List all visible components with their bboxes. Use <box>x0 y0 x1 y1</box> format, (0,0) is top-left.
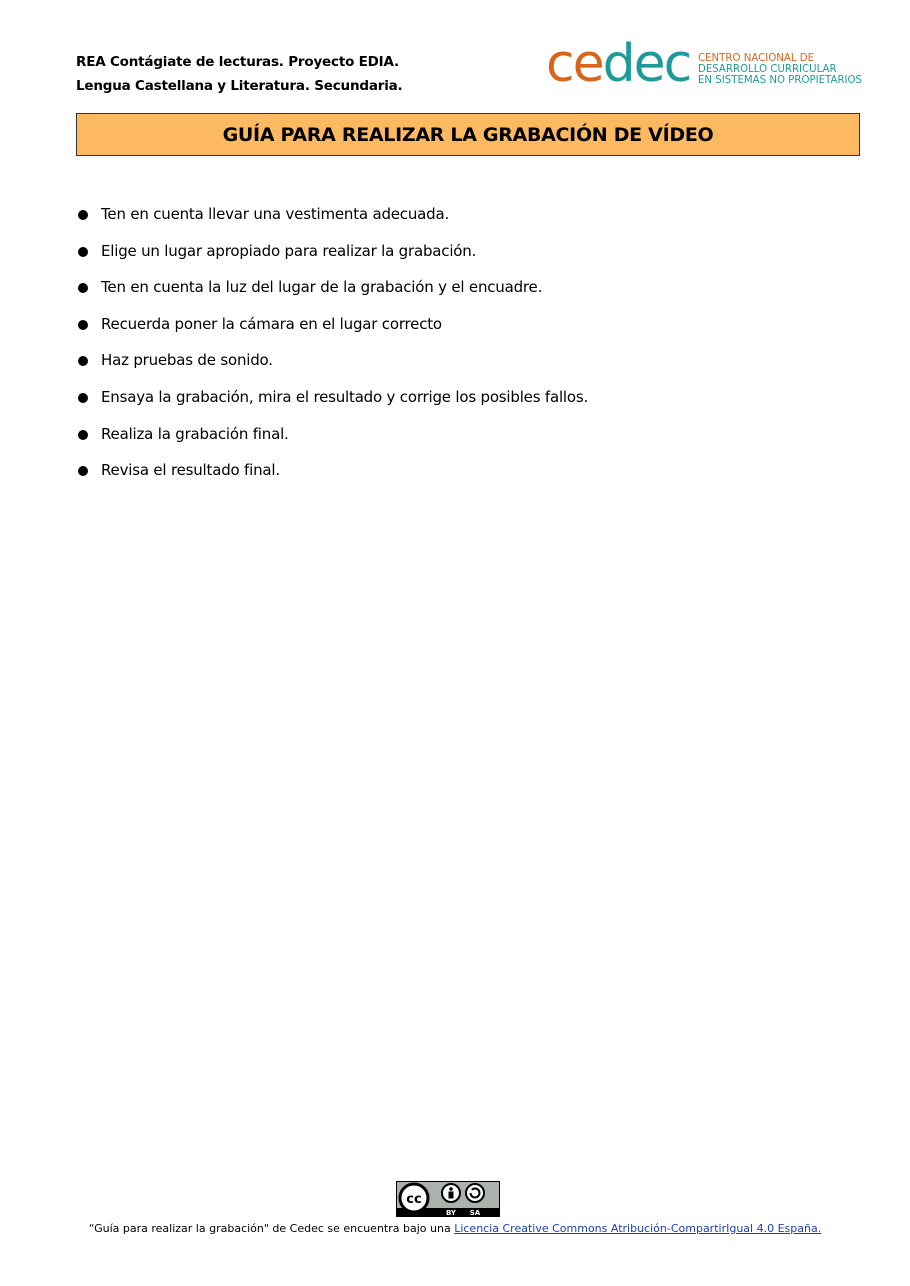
bullet-icon <box>78 210 88 220</box>
logo-word-ce: ce <box>546 34 603 94</box>
list-item <box>76 310 588 347</box>
logo-subtitle-line-3: EN SISTEMAS NO PROPIETARIOS <box>698 75 863 86</box>
list-item-text: Recuerda poner la cámara en el lugar correcto <box>101 314 442 333</box>
bullet-icon <box>78 430 88 440</box>
list-item-text: Ten en cuenta la luz del lugar de la grabación y el encuadre. <box>101 278 543 297</box>
list-item <box>76 200 588 237</box>
svg-text:cc: cc <box>406 1192 422 1207</box>
list-item <box>76 346 588 383</box>
bullet-icon <box>78 393 88 403</box>
list-item <box>76 273 588 310</box>
list-item-text: Ten en cuenta llevar una vestimenta adecuada. <box>101 205 450 223</box>
license-text: “Guía para realizar la grabación" de Cedec se encuentra bajo una <box>88 1222 455 1235</box>
logo-subtitle <box>698 53 862 86</box>
logo-subtitle-line-2: DESARROLLO CURRICULAR <box>698 64 837 75</box>
license-footer <box>0 1222 910 1235</box>
logo-subtitle-line-1: CENTRO NACIONAL DE <box>698 53 815 64</box>
cc-by-sa-icon[interactable] <box>396 1181 500 1217</box>
guide-list <box>76 200 588 493</box>
list-item-text: Ensaya la grabación, mira el resultado y corrige los posibles fallos. <box>101 387 589 406</box>
bullet-icon <box>78 247 88 257</box>
bullet-icon <box>78 466 88 476</box>
logo-word-dec: dec <box>602 34 691 94</box>
page-title: GUÍA PARA REALIZAR LA GRABACIÓN DE VÍDEO <box>222 123 714 146</box>
list-item <box>76 237 588 274</box>
list-item-text: Haz pruebas de sonido. <box>101 351 273 370</box>
license-link[interactable]: Licencia Creative Commons Atribución-CompartirIgual 4.0 España. <box>454 1222 822 1235</box>
header-line-2: Lengua Castellana y Literatura. Secundaria. <box>76 78 403 94</box>
cedec-logo <box>546 34 866 96</box>
cc-sa-label: SA <box>469 1209 481 1217</box>
title-banner <box>76 113 860 156</box>
logo-wordmark <box>546 34 690 94</box>
header-line-1: REA Contágiate de lecturas. Proyecto EDIA. <box>76 54 399 70</box>
list-item-text: Elige un lugar apropiado para realizar la grabación. <box>101 241 477 260</box>
bullet-icon <box>78 283 88 293</box>
bullet-icon <box>78 356 88 366</box>
cc-by-label: BY <box>445 1209 457 1217</box>
list-item <box>76 456 588 493</box>
list-item <box>76 383 588 420</box>
bullet-icon <box>78 320 88 330</box>
list-item <box>76 420 588 457</box>
list-item-text: Revisa el resultado final. <box>101 461 280 480</box>
document-header <box>76 50 402 98</box>
list-item-text: Realiza la grabación final. <box>101 424 289 443</box>
